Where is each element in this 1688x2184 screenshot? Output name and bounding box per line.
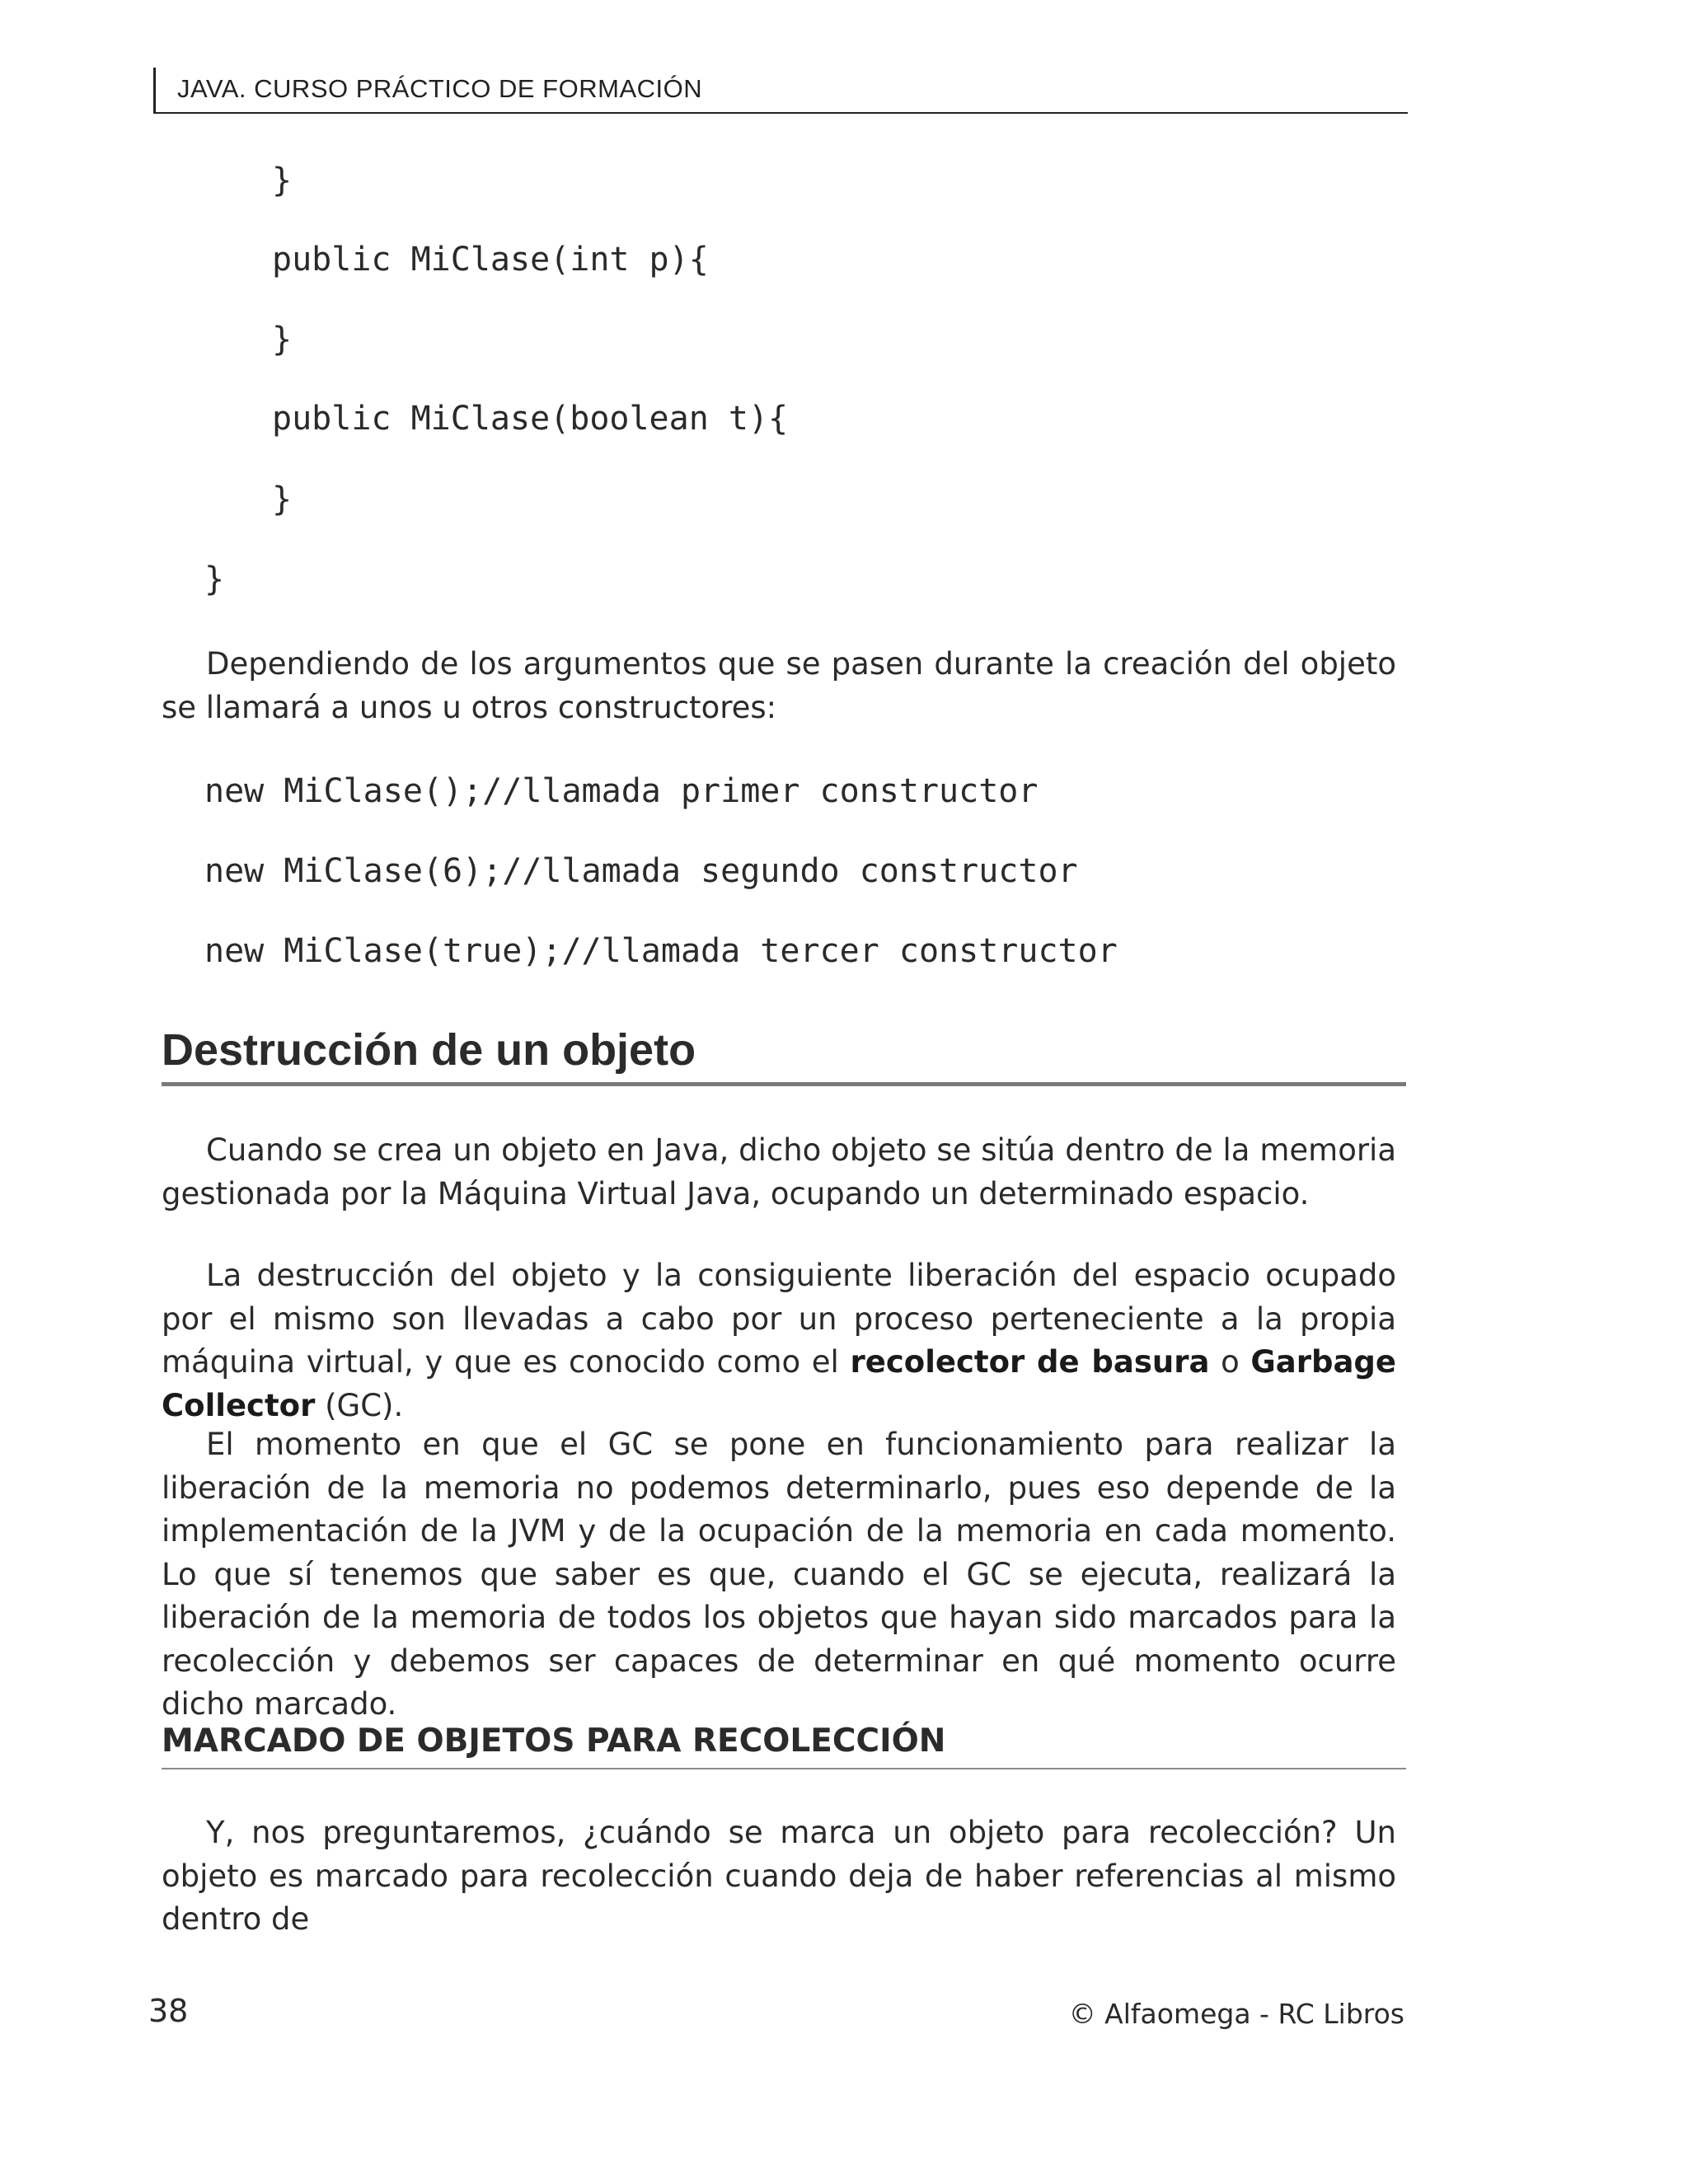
section-paragraph-3-text: El momento en que el GC se pone en funcionamiento para realizar la liberación de la memoria no podemos determinarlo, pues eso depende de la implementación de la JVM y de la ocupación de la memoria en cada momento. Lo que sí tenemos que saber es que, cuando el GC se ejecuta, realizará la liberación de la memoria de todos los objetos que hayan sido marcados para la recolección y debemos ser capaces de determinar en qué momento ocurre dicho marcado.	[162, 1427, 1396, 1722]
code-line: public MiClase(boolean t){	[272, 400, 789, 438]
code-line: }	[204, 560, 225, 598]
section-paragraph-2	[162, 1254, 1396, 1427]
section-title: Destrucción de un objeto	[162, 1024, 1406, 1086]
paragraph-2-text-middle: o	[1209, 1344, 1251, 1380]
code-line: public MiClase(int p){	[272, 241, 709, 279]
running-title: JAVA. CURSO PRÁCTICO DE FORMACIÓN	[177, 74, 703, 103]
code-line: new MiClase();//llamada primer constructor	[204, 772, 1039, 810]
intro-paragraph	[162, 643, 1396, 729]
subsection-paragraph-1	[162, 1811, 1396, 1942]
section-paragraph-3	[162, 1423, 1396, 1727]
subsection-title: MARCADO DE OBJETOS PARA RECOLECCIÓN	[162, 1722, 1406, 1769]
intro-paragraph-text: Dependiendo de los argumentos que se pasen durante la creación del objeto se llamará a unos u otros constructores:	[162, 646, 1396, 725]
code-line: new MiClase(6);//llamada segundo constructor	[204, 852, 1078, 890]
code-line: new MiClase(true);//llamada tercer constructor	[204, 932, 1118, 970]
code-line: }	[272, 162, 293, 199]
page-number: 38	[148, 1993, 189, 2029]
copyright-notice: © Alfaomega - RC Libros	[1068, 1998, 1404, 2030]
code-line: }	[272, 480, 293, 518]
section-paragraph-1-text: Cuando se crea un objeto en Java, dicho objeto se sitúa dentro de la memoria gestionada por la Máquina Virtual Java, ocupando un determinado espacio.	[162, 1132, 1396, 1212]
paragraph-2-text-before: La destrucción del objeto y la consiguiente liberación del espacio ocupado por el mismo son llevadas a cabo por un proceso perteneciente a la propia máquina virtual, y que es conocido como el	[162, 1258, 1396, 1380]
term-garbage-collector: Garbage Collector	[162, 1344, 1396, 1423]
paragraph-2-text-after: (GC).	[315, 1387, 404, 1423]
running-header	[153, 68, 1408, 114]
section-paragraph-1	[162, 1129, 1396, 1216]
subsection-paragraph-1-text: Y, nos preguntaremos, ¿cuándo se marca un objeto para recolección? Un objeto es marcado para recolección cuando deja de haber referencias al mismo dentro de	[162, 1815, 1396, 1937]
term-recolector-de-basura: recolector de basura	[850, 1344, 1210, 1380]
code-line: }	[272, 321, 293, 359]
